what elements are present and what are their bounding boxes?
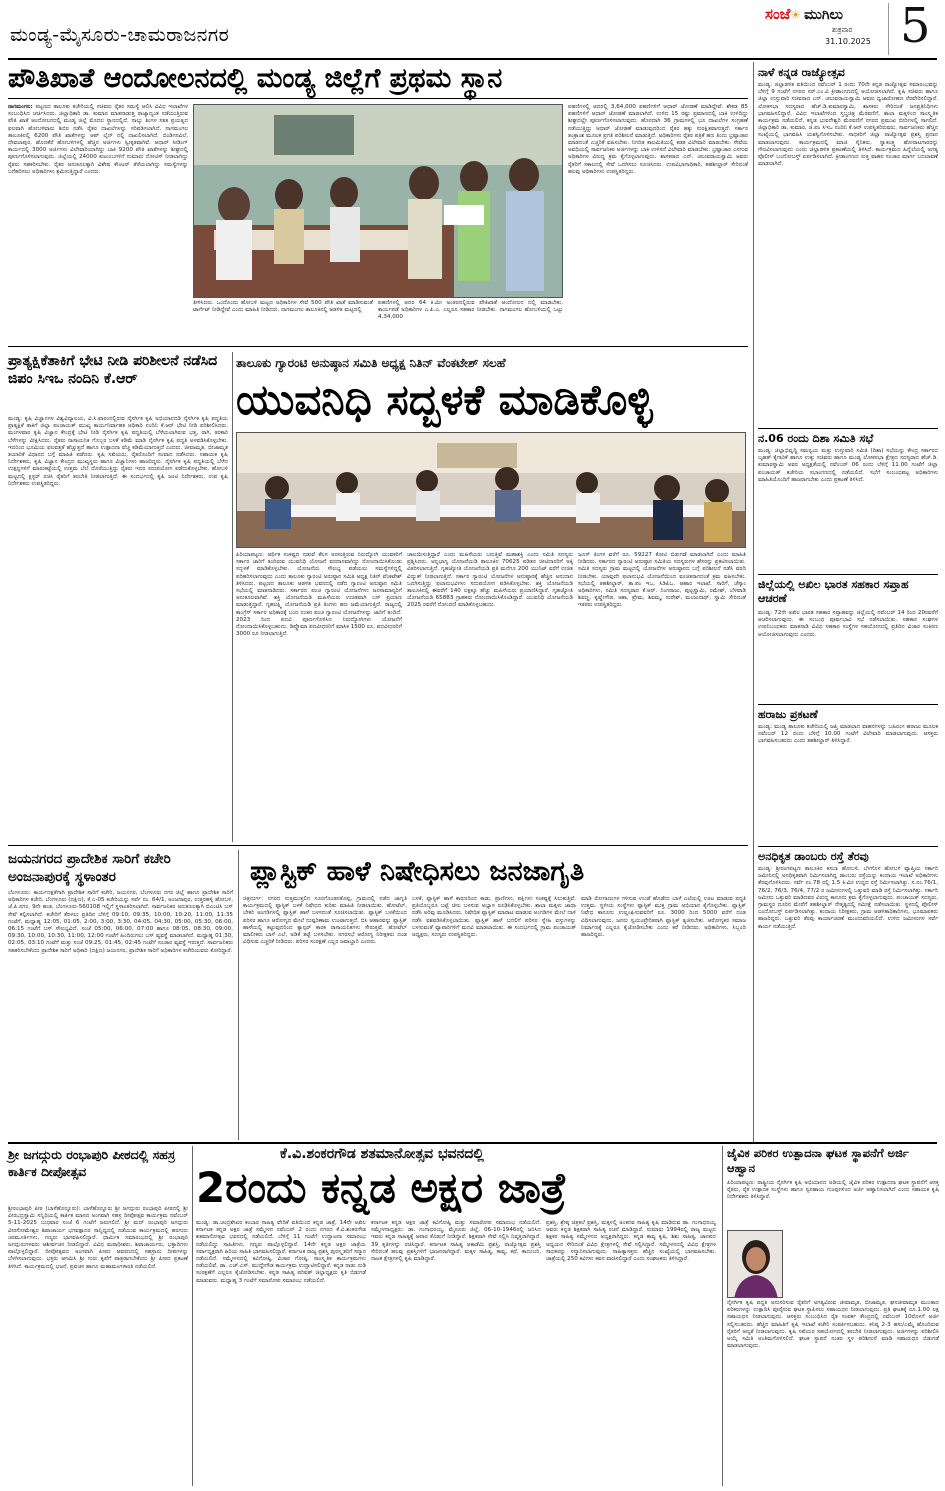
ceo-text: ಮಂಡ್ಯ: ಕೃಷಿ ವಿಜ್ಞಾನಗಳ ವಿಶ್ವವಿದ್ಯಾಲಯ, ವಿ.ಸಿ.ಫಾರಂನಲ್ಲಿರುವ ನೈಸರ್ಗಿಕ ಕೃಷಿ ಅಭಿಯಾನದಡಿ ನೈಸರ್ಗಿಕ ಕೃಷಿ ಪದ್ಧತಿಯ ಪ್ರಾತ್ಯಕ್ಷಿಕೆ ತಾಕಿಗೆ ಜಿಲ್ಲಾ ಪಂಚಾಯತ್ ಮುಖ್ಯ ಕಾರ್ಯನಿರ್ವಾಹಕ ಅಧಿಕಾರಿ ನಂದಿನಿ ಕೆ.ಆರ್ ಭೇಟಿ ನೀಡಿ ಪರಿಶೀಲಿಸಿದರು. ಮಂಗಳವಾರ ಕೃಷಿ ವಿಜ್ಞಾನ ಕೇಂದ್ರಕ್ಕೆ ಭೇಟಿ ನೀಡಿ ನೈಸರ್ಗಿಕ ಕೃಷಿ ಪದ್ಧತಿಯಲ್ಲಿ ಬೆಳೆಯಲಾಗಿರುವ ಭತ್ತ, ರಾಗಿ, ತರಕಾರಿ ಬೆಳೆಗಳನ್ನು ವೀಕ್ಷಿಸಿದರು. ರೈತರು ರಾಸಾಯನಿಕ ಗೊಬ್ಬರ ಬಳಕೆ ಕಡಿಮೆ ಮಾಡಿ ನೈಸರ್ಗಿಕ ಕೃಷಿ ಪದ್ಧತಿ ಅಳವಡಿಸಿಕೊಳ್ಳಬೇಕು. ಇದರಿಂದ ಭೂಮಿಯ ಫಲವತ್ತತೆ ಹೆಚ್ಚುತ್ತದೆ ಹಾಗೂ ಉತ್ಪಾದನಾ ವೆಚ್ಚ ಕಡಿಮೆಯಾಗುತ್ತದೆ ಎಂದರು. ಜೀವಾಮೃತ, ಬೀಜಾಮೃತ ತಯಾರಿಕೆ ವಿಧಾನದ ಬಗ್ಗೆ ಮಾಹಿತಿ ಪಡೆದರು. ಕೃಷಿ ಸಖಿಯರು, ರೈತರೊಂದಿಗೆ ಸಂವಾದ ನಡೆಸಿದರು. ಸಹಾಯಕ ಕೃಷಿ ನಿರ್ದೇಶಕರು, ಕೃಷಿ ವಿಜ್ಞಾನ ಕೇಂದ್ರದ ಮುಖ್ಯಸ್ಥರು ಹಾಗೂ ವಿಜ್ಞಾನಿಗಳು ಹಾಜರಿದ್ದರು. ನೈಸರ್ಗಿಕ ಕೃಷಿ ಪದ್ಧತಿಯಲ್ಲಿ ಬೆಳೆದ ಉತ್ಪನ್ನಗಳಿಗೆ ಮಾರುಕಟ್ಟೆಯಲ್ಲಿ ಉತ್ತಮ ಬೆಲೆ ದೊರೆಯುತ್ತಿದ್ದು ರೈತರು ಇದರ ಸದುಪಯೋಗ ಪಡೆದುಕೊಳ್ಳಬೇಕು. ಹೋಬಳಿ ಮಟ್ಟದಲ್ಲಿ ಕ್ಲಸ್ಟರ್ ರಚಿಸಿ ರೈತರಿಗೆ ತರಬೇತಿ ನೀಡಲಾಗುತ್ತಿದೆ. ಈ ಸಂದರ್ಭದಲ್ಲಿ ಕೃಷಿ ಜಂಟಿ ನಿರ್ದೇಶಕರು, ಉಪ ಕೃಷಿ ನಿರ್ದೇಶಕರು ಉಪಸ್ಥಿತರಿದ್ದರು. <box>8 416 228 487</box>
officer-portrait <box>727 1230 783 1298</box>
lead-dateline: ನಾಗಮಂಗಲ: <box>8 104 33 110</box>
conference-photo-image <box>237 433 746 548</box>
masthead <box>0 0 945 60</box>
logo-left: ಸಂಜೆ <box>765 5 791 23</box>
jayanagar-headline: ಜಯನಗರದ ಪ್ರಾದೇಶಿಕ ಸಾರಿಗೆ ಕಚೇರಿ ಅಂಜನಾಪುರಕ್ಕೆ ಸ್ಥಳಾಂತರ <box>8 851 171 885</box>
lead-headline: ಪೌತಿಖಾತೆ ಆಂದೋಲನದಲ್ಲಿ ಮಂಡ್ಯ ಜಿಲ್ಲೆಗೆ ಪ್ರಥಮ ಸ್ಥಾನ <box>8 63 503 94</box>
rule-r3 <box>758 704 938 705</box>
sun-icon: ☀ <box>790 8 802 22</box>
lead-bottom-rule <box>8 346 748 347</box>
jaivika-headline: ಜೈವಿಕ ಪರಿಕರ ಉತ್ಪಾದನಾ ಘಟಕ ಸ್ಥಾಪನೆಗೆ ಅರ್ಜಿ ಆಹ್ವಾನ <box>727 1146 909 1175</box>
haraju-text: ಮಂಡ್ಯ: ಮಂಡ್ಯ ತಾಲೂಕು ಕಚೇರಿಯಲ್ಲಿ ಜಪ್ತಿ ಮಾಡಲಾದ ವಾಹನಗಳನ್ನು ಬಹಿರಂಗ ಹರಾಜು ಮೂಲಕ ನವೆಂಬರ್ 12 ರಂದು ಬೆಳಿಗ್ಗೆ 10.00 ಗಂಟೆಗೆ ವಿಲೇವಾರಿ ಮಾಡಲಾಗುವುದು. ಆಸಕ್ತರು ಭಾಗವಹಿಸಬಹುದು ಎಂದು ತಹಶೀಲ್ದಾರ್ ತಿಳಿಸಿದ್ದಾರೆ. <box>758 724 938 745</box>
lead-text-col1 <box>8 104 188 344</box>
ceo-divider <box>232 352 233 842</box>
ceo-headline: ಪ್ರಾತ್ಯಕ್ಷಿಕೆತಾಕಿಗೆ ಭೇಟಿ ನೀಡಿ ಪರಿಶೀಲನೆ ನಡೆಸಿದ ಜಿಪಂ ಸಿಇಒ ನಂದಿನಿ ಕೆ.ಆರ್ <box>8 353 218 387</box>
kannada-divider <box>722 1146 723 1486</box>
haraju-headline: ಹರಾಜು ಪ್ರಕಟಣೆ <box>758 708 818 721</box>
plastic-headline: ಪ್ಲಾಸ್ಟಿಕ್ ಹಾಳೆ ನಿಷೇಧಿಸಲು ಜನಜಾಗೃತಿ <box>250 856 585 887</box>
kannada-text-col2: ಕರ್ನಾಟಕ ಕನ್ನಡ ಅಕ್ಷರ ಜಾತ್ರೆ ಕವಿಗೋಷ್ಠಿ ಮತ್ತು ಸಮಾರೋಪ ಸಮಾರಂಭ ನಡೆಯಲಿದೆ. ಸಮ್ಮೇಳನಾಧ್ಯಕ್ಷರು: ಡಾ. ಗಂಗಾಧರಯ್ಯ, ಮೈಸೂರು ಜಿಲ್ಲೆ, 06-10-1946ರಲ್ಲಿ ಜನಿಸಿದ ಇವರು ಕನ್ನಡ ಸಾಹಿತ್ಯಕ್ಕೆ ಅಪಾರ ಕೊಡುಗೆ ನೀಡಿದ್ದಾರೆ. ಶಿಕ್ಷಕರಾಗಿ ಸೇವೆ ಸಲ್ಲಿಸಿ ನಿವೃತ್ತರಾಗಿದ್ದಾರೆ. 39 ಕೃತಿಗಳನ್ನು ರಚಿಸಿದ್ದಾರೆ. ಕರ್ನಾಟಕ ಸಾಹಿತ್ಯ ಅಕಾಡೆಮಿ ಪ್ರಶಸ್ತಿ, ರಾಜ್ಯೋತ್ಸವ ಪ್ರಶಸ್ತಿ ಸೇರಿದಂತೆ ಹಲವು ಪ್ರಶಸ್ತಿಗಳಿಗೆ ಭಾಜನರಾಗಿದ್ದಾರೆ. ಮಕ್ಕಳ ಸಾಹಿತ್ಯ, ಕಾವ್ಯ, ಕಥೆ, ಕಾದಂಬರಿ, ನಾಟಕ ಕ್ಷೇತ್ರಗಳಲ್ಲಿ ಕೃಷಿ ಮಾಡಿದ್ದಾರೆ. <box>371 1220 541 1263</box>
plastic-text-col1: ಚಿತ್ರದುರ್ಗ: ನಗರದ ಸುತ್ತಮುತ್ತಲಿನ ಸೂರಗೊಂಡನಕೊಪ್ಪ, ಗ್ರಾಮದಲ್ಲಿ ನಡೆದ ಜಾಗೃತಿ ಕಾರ್ಯಕ್ರಮದಲ್ಲಿ ಪ್ಲಾಸ್ಟಿಕ್ ಬಳಕೆ ನಿಷೇಧದ ಕುರಿತು ಮಾಹಿತಿ ನೀಡಲಾಯಿತು. ಹೋಟೆಲ್, ಬೇಕರಿ ಅಂಗಡಿಗಳಲ್ಲಿ ಪ್ಲಾಸ್ಟಿಕ್ ಹಾಳೆ ಬಳಸದಂತೆ ಸೂಚಿಸಲಾಯಿತು. ಪ್ಲಾಸ್ಟಿಕ್ ಬಳಕೆಯಿಂದ ಪರಿಸರ ಹಾಗೂ ಆರೋಗ್ಯದ ಮೇಲೆ ದುಷ್ಪರಿಣಾಮ ಉಂಟಾಗುತ್ತದೆ. ಬಿಸಿ ಆಹಾರವನ್ನು ಪ್ಲಾಸ್ಟಿಕ್ ಹಾಳೆಯಲ್ಲಿ ಕಟ್ಟುವುದರಿಂದ ಕ್ಯಾನ್ಸರ್ ಕಾರಕ ರಾಸಾಯನಿಕಗಳು ಸೇರುತ್ತವೆ. ಹೋಟೆಲ್ ಮಾಲೀಕರು ಬಾಳೆ ಎಲೆ, ಅಡಿಕೆ ತಟ್ಟೆ ಬಳಸಬೇಕು. ನಗರಸಭೆ ಆರೋಗ್ಯ ನಿರೀಕ್ಷಕರು ದಂಡ ವಿಧಿಸುವ ಎಚ್ಚರಿಕೆ ನೀಡಿದರು. ಪರಿಸರ ಸಂರಕ್ಷಣೆ ಎಲ್ಲರ ಜವಾಬ್ದಾರಿ ಎಂದರು. <box>243 896 407 946</box>
plastic-text-col3: ಮಾಡಿ ರೋಗಾಣುಗಳ ಗಳಿಸುವ ಉಂಡೆ ಹೊಡೆದು ಬಾಳೆ ಎಲೆಯಲ್ಲಿ ಊಟ ಮಾಡುವ ಪದ್ಧತಿ ಉತ್ತಮ. ಸ್ಥಳೀಯ ಸಂಸ್ಥೆಗಳು ಪ್ಲಾಸ್ಟಿಕ್ ಮುಕ್ತ ಗ್ರಾಮ ಅಭಿಯಾನ ಕೈಗೊಳ್ಳಬೇಕು. ಪ್ಲಾಸ್ಟಿಕ್ ನಿಷೇಧ ಕಾನೂನು ಉಲ್ಲಂಘಿಸುವವರಿಗೆ ರೂ. 3000 ರಿಂದ 5000 ವರೆಗೆ ದಂಡ ವಿಧಿಸಲಾಗುವುದು. ಜನರು ಸ್ವಯಂಪ್ರೇರಿತರಾಗಿ ಪ್ಲಾಸ್ಟಿಕ್ ತ್ಯಜಿಸಬೇಕು. ಆರೋಗ್ಯಕರ ಸಮಾಜ ನಿರ್ಮಾಣಕ್ಕೆ ಎಲ್ಲರೂ ಕೈಜೋಡಿಸಬೇಕು ಎಂದು ಕರೆ ನೀಡಿದರು. ಅಧಿಕಾರಿಗಳು, ಸಿಬ್ಬಂದಿ ಹಾಜರಿದ್ದರು. <box>581 896 746 939</box>
yuva-text-col3: ಜೂನ್ ತಿಂಗಳ ವರೆಗೆ ರೂ. 59227 ಕೋಟಿ ಬಿಡುಗಡೆ ಮಾಡಲಾಗಿದೆ ಎಂದು ಮಾಹಿತಿ ನೀಡಿದರು. ಸರ್ಕಾರದ ಗ್ಯಾರಂಟಿ ಅನುಷ್ಠಾನ ಸಮಿತಿಯ ಸದಸ್ಯರುಗಳ ಹೆಸರನ್ನು ಪ್ರಕಟಿಸಲಾಯಿತು. ಸಮಿತಿ ಸದಸ್ಯರು ಗ್ರಾಮ ಮಟ್ಟದಲ್ಲಿ ಯೋಜನೆಗಳ ಅನುಷ್ಠಾನದ ಬಗ್ಗೆ ಪರಿಶೀಲನೆ ನಡೆಸಿ ವರದಿ ನೀಡಬೇಕು. ಯಾವುದೇ ಫಲಾನುಭವಿ ಯೋಜನೆಯಿಂದ ವಂಚಿತರಾಗದಂತೆ ಕ್ರಮ ವಹಿಸಬೇಕು. ಸಭೆಯಲ್ಲಿ ತಹಶೀಲ್ದಾರ್, ತಾ.ಪಂ ಇಒ, ಸಿಡಿಪಿಒ, ಆಹಾರ ಇಲಾಖೆ, ಸಾರಿಗೆ, ಚೆಸ್ಕಾಂ ಅಧಿಕಾರಿಗಳು, ಸಮಿತಿ ಸದಸ್ಯರಾದ ಕೆ.ಆರ್. ನಿಂಗರಾಜು, ಪುಟ್ಟಸ್ವಾಮಿ, ರಮೇಶ್, ಬೆಳವಾಡಿ ಶಿವಣ್ಣ, ಕೃಷ್ಣೇಗೌಡ, ಆಶಾ, ಪ್ರೇಮ, ಶಿವಮ್ಮ, ಸುರೇಶ್, ಮಂಜುನಾಥ್, ಸ್ವಾಮಿ ಸೇರಿದಂತೆ ಇತರರು ಉಪಸ್ಥಿತರಿದ್ದರು. <box>578 552 746 609</box>
rule-r2 <box>758 574 938 575</box>
issue-day: ಶುಕ್ರವಾರ <box>832 26 853 34</box>
right-col-divider <box>753 62 754 1142</box>
yuva-headline: ಯುವನಿಧಿ ಸದ್ಬಳಕೆ ಮಾಡಿಕೊಳ್ಳಿ <box>236 375 653 424</box>
lead-photo <box>193 104 563 298</box>
plastic-text-col2: ಬಳಕೆ, ಪ್ಲಾಸ್ಟಿಕ್ ಹಾಳೆ ಕಾರಣದಿಂದ ಕಾಡು, ಪ್ರಾಣಿಗಳು, ಪಕ್ಷಿಗಳು ಸಂಕಷ್ಟಕ್ಕೆ ಸಿಲುಕುತ್ತಿವೆ. ಪ್ರತಿಯೊಬ್ಬರೂ ಬಟ್ಟೆ ಚೀಲ ಬಳಸುವ ಅಭ್ಯಾಸ ರೂಢಿಸಿಕೊಳ್ಳಬೇಕು. ಶಾಲಾ ಮಕ್ಕಳು ಜಾಥಾ ನಡೆಸಿ ಅರಿವು ಮೂಡಿಸಿದರು. ನಿಷೇಧಿತ ಪ್ಲಾಸ್ಟಿಕ್ ಮಾರಾಟ ಮಾಡುವ ಅಂಗಡಿಗಳ ಮೇಲೆ ದಾಳಿ ನಡೆಸಿ ವಶಪಡಿಸಿಕೊಳ್ಳಲಾಯಿತು. ಪ್ಲಾಸ್ಟಿಕ್ ಹಾಳೆ ಬದಲಿಗೆ ಪರಿಸರ ಸ್ನೇಹಿ ವಸ್ತುಗಳನ್ನು ಬಳಸುವಂತೆ ವ್ಯಾಪಾರಿಗಳಿಗೆ ಮನವಿ ಮಾಡಲಾಯಿತು. ಈ ಸಂದರ್ಭದಲ್ಲಿ ಗ್ರಾಮ ಪಂಚಾಯತ್ ಅಧ್ಯಕ್ಷರು, ಸದಸ್ಯರು ಉಪಸ್ಥಿತರಿದ್ದರು. <box>412 896 576 939</box>
kannada-headline: 2ರಂದು ಕನ್ನಡ ಅಕ್ಷರ ಜಾತ್ರೆ <box>196 1163 567 1212</box>
yuva-text-col2: ಚಾಲಯಿಸುತ್ತಿದ್ದಾರೆ ಎಂದು ಮಹಿಳೆಯರು ಬರುತ್ತಿವೆ ಮಹಾಶಕ್ತಿ ಎಂದು ಸಮಿತಿ ಸದಸ್ಯರು ಪ್ರಶ್ನಿಸಿದರು. ಅನ್ನಭಾಗ್ಯ ಯೋಜನೆಯಡಿ ತಾಲೂಕಿನ 70625 ಪಡಿತರ ಚೀಟಿದಾರರಿಗೆ ಅಕ್ಕಿ ವಿತರಿಸಲಾಗುತ್ತಿದೆ. ಗೃಹಜ್ಯೋತಿ ಯೋಜನೆಯಡಿ ಪ್ರತಿ ಮನೆಗೂ 200 ಯುನಿಟ್ ವರೆಗೆ ಉಚಿತ ವಿದ್ಯುತ್ ನೀಡಲಾಗುತ್ತಿದೆ. ಸರ್ಕಾರ ಗ್ಯಾರಂಟಿ ಯೋಜನೆಗಳ ಅನುಷ್ಠಾನಕ್ಕೆ ಹೆಚ್ಚಿನ ಅನುದಾನ ಒದಗಿಸುತ್ತಿದ್ದು ಫಲಾನುಭವಿಗಳು ಸದುಪಯೋಗ ಪಡಿಸಿಕೊಳ್ಳಬೇಕು. ಶಕ್ತಿ ಯೋಜನೆಯಡಿ ತಾಲೂಕಿನಲ್ಲಿ ಈವರೆಗೆ 140 ಲಕ್ಷಕ್ಕೂ ಹೆಚ್ಚು ಮಹಿಳೆಯರು ಪ್ರಯಾಣಿಸಿದ್ದಾರೆ. ಗೃಹಜ್ಯೋತಿ ಯೋಜನೆಯಡಿ 65883 ಗ್ರಾಹಕರು ನೋಂದಾಯಿಸಿಕೊಂಡಿದ್ದಾರೆ. ಯುವನಿಧಿ ಯೋಜನೆಯಡಿ 2025 ರವರೆಗೆ ನೋಂದಣಿ ಮಾಡಿಕೊಳ್ಳಬಹುದು. <box>407 552 573 609</box>
kannada-text-col3: ಪ್ರಶಸ್ತಿ, ಶ್ರೇಷ್ಠ ಚಿತ್ರಕಲೆ ಪ್ರಶಸ್ತಿ, ಮಕ್ಕಳಲ್ಲಿ ಅಂಕನವ ಸಾಹಿತ್ಯ ಕೃಷಿ ಮಾಡಿರುವ ಡಾ. ಗಂಗಾಧರಯ್ಯ ಅವರು ಕನ್ನಡ ಶಿಕ್ಷಕರಾಗಿ ಸಾಹಿತ್ಯ ರಚನೆ ಮಾಡಿದ್ದಾರೆ. ಸುಮಾರು 1994ರಲ್ಲಿ ರಾಜ್ಯ ಮಟ್ಟದ ಶಿಕ್ಷಕರ ಸಾಹಿತ್ಯ ಸಮ್ಮೇಳನದ ಅಧ್ಯಕ್ಷರಾಗಿದ್ದರು. ಕನ್ನಡ ಕಾವ್ಯ ಕೃಷಿ, ಶಿಶು ಸಾಹಿತ್ಯ, ಜಾನಪದ ಅಧ್ಯಯನ ಸೇರಿದಂತೆ ವಿವಿಧ ಕ್ಷೇತ್ರಗಳಲ್ಲಿ ಸೇವೆ ಸಲ್ಲಿಸಿದ್ದಾರೆ. ಸಮ್ಮೇಳನದಲ್ಲಿ ವಿವಿಧ ಕ್ಷೇತ್ರಗಳ ಸಾಧಕರನ್ನು ಸನ್ಮಾನಿಸಲಾಗುವುದು. ಸಾಹಿತ್ಯಾಸಕ್ತರು ಹೆಚ್ಚಿನ ಸಂಖ್ಯೆಯಲ್ಲಿ ಭಾಗವಹಿಸಬೇಕು. ಜಾತ್ರೆಯಲ್ಲಿ 250 ಕವಿಗಳು ಕವನ ವಾಚಿಸಲಿದ್ದಾರೆ ಎಂದು ಸಂಘಟಕರು ತಿಳಿಸಿದ್ದಾರೆ. <box>546 1220 716 1263</box>
sahakara-headline: ಜಿಲ್ಲೆಯಲ್ಲಿ ಅಖಿಲ ಭಾರತ ಸಹಕಾರ ಸಪ್ತಾಹ ಆಚರಣೆ <box>758 578 909 605</box>
portrait-image <box>728 1231 783 1298</box>
masthead-divider <box>888 3 889 55</box>
road-headline: ಅನಧಿಕೃತ ಡಾಂಬರು ರಸ್ತೆ ತೆರವು <box>758 850 869 863</box>
jaivika-text-b: ನೈಸರ್ಗಿಕ ಕೃಷಿ ಪದ್ಧತಿ ಅನುಸರಿಸುವ ರೈತರಿಗೆ ಅಗತ್ಯವಿರುವ ಜೀವಾಮೃತ, ಬೀಜಾಮೃತ, ಘನಜೀವಾಮೃತ ಮುಂತಾದ ಪರಿಕರಗಳನ್ನು ಉತ್ಪಾದಿಸಿ ಪೂರೈಸುವ ಘಟಕ ಸ್ಥಾಪಿಸಲು ಸಹಾಯಧನ ನೀಡಲಾಗುವುದು. ಪ್ರತಿ ಘಟಕಕ್ಕೆ ರೂ.1.00 ಲಕ್ಷ ಸಹಾಯಧನ ನೀಡಲಾಗುವುದು. ಆಸಕ್ತರು ಸಂಬಂಧಿಸಿದ ರೈತ ಸಂಪರ್ಕ ಕೇಂದ್ರದಲ್ಲಿ ನವೆಂಬರ್ 10ರೊಳಗೆ ಅರ್ಜಿ ಸಲ್ಲಿಸಬಹುದು. ಹೆಚ್ಚಿನ ಮಾಹಿತಿಗೆ ಕೃಷಿ ಇಲಾಖೆ ಕಚೇರಿ ಸಂಪರ್ಕಿಸಬಹುದು. ಕನಿಷ್ಠ 2-3 ಹಸು/ಎಮ್ಮೆ ಹೊಂದಿರುವ ರೈತರಿಗೆ ಆದ್ಯತೆ ನೀಡಲಾಗುವುದು. ಕೃಷಿ ಸಖಿಯರ ಸಹಯೋಗದಲ್ಲಿ ತರಬೇತಿ ನೀಡಲಾಗುವುದು. ಅರ್ಜಿಗಳನ್ನು ಪರಿಶೀಲಿಸಿ ಆಯ್ಕೆ ಸಮಿತಿ ಅಂತಿಮಗೊಳಿಸಲಿದೆ. ಘಟಕ ಸ್ಥಾಪನೆ ನಂತರ ಸ್ಥಳ ಪರಿಶೀಲನೆ ಮಾಡಿ ಸಹಾಯಧನ ಬಿಡುಗಡೆ ಮಾಡಲಾಗುವುದು. <box>727 1300 939 1350</box>
yuva-kicker: ತಾಲೂಕು ಗ್ಯಾರಂಟಿ ಅನುಷ್ಠಾನ ಸಮಿತಿ ಅಧ್ಯಕ್ಷ ನಿತಿನ್ ವೆಂಕಟೇಶ್ ಸಲಹೆ <box>236 356 506 370</box>
mid-rule <box>8 845 748 846</box>
page-number: 5 <box>900 0 931 54</box>
meeting-photo-image <box>194 105 563 298</box>
region-title: ಮಂಡ್ಯ-ಮೈಸೂರು-ಚಾಮರಾಜನಗರ <box>10 24 230 46</box>
jayanagar-text: ಬೆಂಗಳೂರು: ಕಾರ್ಯದಕ್ಷತೆಗಾಗಿ ಪ್ರಾದೇಶಿಕ ಸಾರಿಗೆ ಕಚೇರಿ, ಜಯನಗರ, ಬೆಂಗಳೂರು ನಗರ ಜಿಲ್ಲೆ ಹಾಗೂ ಪ್ರಾದೇಶಿಕ ಸಾರಿಗೆ ಅಧಿಕಾರಿಗಳ ಕಚೇರಿ, ಬೆಂಗಳೂರು (ದಕ್ಷಿಣ), ಕೆ.ಎ-05 ಕಚೇರಿಯನ್ನು ಸರ್ವೆ ನಂ. 64/1, ಅಂಜನಾಪುರ, ಉತ್ತರಹಳ್ಳಿ ಹೋಬಳಿ, ಜೆ.ಪಿ.ನಗರ, 9ನೇ ಹಂತ, ಬೆಂಗಳೂರು-560108 ಇಲ್ಲಿಗೆ ಸ್ಥಳಾಂತರಿಸಲಾಗಿದೆ. ಸಾರ್ವಜನಿಕರ ಅನುಕೂಲಕ್ಕಾಗಿ ಬಿಎಂಟಿಸಿ ಬಸ್ ಸೇವೆ ಕಲ್ಪಿಸಲಾಗಿದೆ. ಕಚೇರಿಗೆ ತೆರಳಲು ಪ್ರತಿದಿನ ಬೆಳಿಗ್ಗೆ 09:10, 09:35, 10:00, 10:20, 11:00, 11:35 ಗಂಟೆಗೆ, ಮಧ್ಯಾಹ್ನ 12:05, 01:05, 2:00, 3:00, 3:30, 04:05, 04:30, 05:00, 05:30, 06:00, 06:15 ಗಂಟೆಗೆ ಬಸ್ ಸೌಲಭ್ಯವಿದೆ. ಸಂಜೆ 05:00, 06:00, 07:00 ಹಾಗೂ 08:05, 08:30, 09:00, 09:30, 10:00, 10:30, 11:00, 12:00 ಗಂಟೆಗೆ ಹಿಂದಿರುಗಲು ಬಸ್ ವ್ಯವಸ್ಥೆ ಮಾಡಲಾಗಿದೆ. ಮಧ್ಯಾಹ್ನ 01:30, 02:05, 03:10 ಗಂಟೆಗೆ ಮತ್ತು ಸಂಜೆ 09:25, 01:45, 02:45 ಗಂಟೆಗೆ ಸಂಚಾರ ವ್ಯವಸ್ಥೆ ಇರುತ್ತದೆ. ಸಾರ್ವಜನಿಕರು ಸಹಕರಿಸಬೇಕೆಂದು ಪ್ರಾದೇಶಿಕ ಸಾರಿಗೆ ಅಧಿಕಾರಿ (ದಕ್ಷಿಣ) ಜಯನಗರ, ಪ್ರಾದೇಶಿಕ ಸಾರಿಗೆ ಅಧಿಕಾರಿಗಳ ಕಚೇರಿಯವರು ಕೋರಿದ್ದಾರೆ. <box>8 890 233 954</box>
lead-text-col2: ಪಹಣಿಗಳಲ್ಲಿ ಆದರಲ್ಲಿ 3,64,000 ಪಹಣಿಗಳಿಗೆ ಆಧಾರ್ ಜೋಡಣೆ ಮಾಡಿದ್ದೇವೆ. ಶೇಕಡ 85 ಪಹಣಿಗಳಿಗೆ ಆಧಾರ್ ಜೋಡಣೆ ಮಾಡಲಾಗಿದೆ. ಉಳಿದ 15 ರಷ್ಟು ಪ್ರಮಾಣದಲ್ಲಿ ಬಾಕಿ ಉಳಿದಿದ್ದು ಶೀಘ್ರದಲ್ಲೇ ಪೂರ್ಣಗೊಳಿಸಲಾಗುವುದು. ಹೊಸದಾಗಿ 36 ಗ್ರಾಮಗಳಲ್ಲಿ ಭೂ ದಾಖಲೆಗಳ ಸಂಗ್ರಹಣೆ ನಡೆಯುತ್ತಿದ್ದು ಆಧಾರ್ ಜೋಡಣೆ ಮಾಡುವುದರಿಂದ ರೈತರ ಹಕ್ಕು ಸುರಕ್ಷಿತವಾಗುತ್ತದೆ. ಸರ್ಕಾರ ತಂತ್ರಾಂಶ ಮೂಲಕ ಪ್ರಗತಿ ಪರಿಶೀಲನೆ ಮಾಡುತ್ತಿದೆ. ಅಧಿಕಾರಿಗಳು ರೈತರ ಪತ್ರಿಕೆ ಹಣ ತಿಂದು ಭ್ರಷ್ಟಾಚಾರ ಮಾಡದಂತೆ ಎಚ್ಚರಿಕೆ ವಹಿಸಬೇಕು. ನಿಗದಿತ ಕಾಲಮಿತಿಯಲ್ಲಿ ಕಡತ ವಿಲೇವಾರಿ ಮಾಡಬೇಕು. ಸೇವೆಯ ಅವಧಿಯಲ್ಲಿ ಸಾರ್ವಜನಿಕರ ಅರ್ಜಿಗಳನ್ನು ಬಾಕಿ ಉಳಿಸದೆ ವಿಲೇವಾರಿ ಮಾಡಬೇಕು. ಭ್ರಷ್ಟಾಚಾರ ಎಸಗುವ ಅಧಿಕಾರಿಗಳ ವಿರುದ್ಧ ಕ್ರಮ ಕೈಗೊಳ್ಳಲಾಗುವುದು. ಶಾಸಕರಾದ ಎನ್. ಚಲುವರಾಯಸ್ವಾಮಿ ಅವರು ರೈತರಿಗೆ ಸಕಾಲದಲ್ಲಿ ಸೇವೆ ಒದಗಿಸಲು ಸೂಚಿಸಿದರು. ಉಪವಿಭಾಗಾಧಿಕಾರಿ, ತಹಶೀಲ್ದಾರ್ ಸೇರಿದಂತೆ ಹಲವು ಅಧಿಕಾರಿಗಳು ಉಪಸ್ಥಿತರಿದ್ದರು. <box>568 104 748 175</box>
rule-r1 <box>758 428 938 429</box>
logo-right: ಮುಗಿಲು <box>804 7 844 23</box>
jagadguru-divider <box>192 1146 193 1486</box>
brand-logo <box>765 4 895 24</box>
issue-date: 31.10.2025 <box>825 37 871 46</box>
rajyotsava-text: ಮಂಡ್ಯ: ಜಿಲ್ಲಾಡಳಿತ ವತಿಯಿಂದ ನವೆಂಬರ್ 1 ರಂದು 70ನೇ ಕನ್ನಡ ರಾಜ್ಯೋತ್ಸವ ಸಮಾರಂಭವನ್ನು ಬೆಳಿಗ್ಗೆ 9 ಗಂಟೆಗೆ ನಗರದ ಸರ್.ಎಂ.ವಿ ಕ್ರೀಡಾಂಗಣದಲ್ಲಿ ಆಯೋಜಿಸಲಾಗಿದೆ. ಕೃಷಿ ಸಚಿವರು ಹಾಗೂ ಜಿಲ್ಲಾ ಉಸ್ತುವಾರಿ ಸಚಿವರಾದ ಎನ್. ಚಲುವರಾಯಸ್ವಾಮಿ ಅವರು ಧ್ವಜಾರೋಹಣ ನೆರವೇರಿಸಲಿದ್ದಾರೆ. ಲೋಕಸಭಾ ಸದಸ್ಯರಾದ ಹೆಚ್.ಡಿ.ಕುಮಾರಸ್ವಾಮಿ, ಶಾಸಕರು ಸೇರಿದಂತೆ ಜನಪ್ರತಿನಿಧಿಗಳು ಭಾಗವಹಿಸಲಿದ್ದಾರೆ. ವಿವಿಧ ಇಲಾಖೆಗಳಿಂದ ಸ್ತಬ್ಧಚಿತ್ರ ಮೆರವಣಿಗೆ, ಶಾಲಾ ಮಕ್ಕಳಿಂದ ಸಾಂಸ್ಕೃತಿಕ ಕಾರ್ಯಕ್ರಮ ನಡೆಯಲಿದೆ. ಕನ್ನಡ ಭುವನೇಶ್ವರಿ ಮೆರವಣಿಗೆ ನಗರದ ಪ್ರಮುಖ ಬೀದಿಗಳಲ್ಲಿ ಸಾಗಲಿದೆ. ಜಿಲ್ಲಾಧಿಕಾರಿ ಡಾ. ಕುಮಾರ, ಜಿ.ಪಂ ಸಿಇಒ ನಂದಿನಿ ಕೆ.ಆರ್ ಉಪಸ್ಥಿತರಿರುವರು. ಸಾರ್ವಜನಿಕರು ಹೆಚ್ಚಿನ ಸಂಖ್ಯೆಯಲ್ಲಿ ಭಾಗವಹಿಸಿ ಯಶಸ್ವಿಗೊಳಿಸಬೇಕು. ಸಾಧಕರಿಗೆ ಜಿಲ್ಲಾ ರಾಜ್ಯೋತ್ಸವ ಪ್ರಶಸ್ತಿ ಪ್ರದಾನ ಮಾಡಲಾಗುವುದು. ಕಾರ್ಯಕ್ರಮದಲ್ಲಿ ಮಾಜಿ ಸೈನಿಕರು, ಸ್ವಾತಂತ್ರ್ಯ ಹೋರಾಟಗಾರರನ್ನು ಗೌರವಿಸಲಾಗುವುದು ಎಂದು ಜಿಲ್ಲಾಡಳಿತ ಪ್ರಕಟಣೆಯಲ್ಲಿ ತಿಳಿಸಿದೆ. ಕಾರ್ಯಕ್ರಮದ ಹಿನ್ನೆಲೆಯಲ್ಲಿ ಅಗತ್ಯ ಪೊಲೀಸ್ ಬಂದೋಬಸ್ತ್ ಏರ್ಪಡಿಸಲಾಗಿದೆ. ಕ್ರೀಡಾಂಗಣದ ಸುತ್ತ ವಾಹನ ಸಂಚಾರ ಮಾರ್ಗ ಬದಲಾವಣೆ ಮಾಡಲಾಗಿದೆ. <box>758 82 938 168</box>
disha-text: ಮಂಡ್ಯ: ಜಿಲ್ಲಾಭಿವೃದ್ಧಿ ಸಮನ್ವಯ ಮತ್ತು ಉಸ್ತುವಾರಿ ಸಮಿತಿ (ದಿಶಾ) ಸಭೆಯನ್ನು ಕೇಂದ್ರ ಸರ್ಕಾರದ ಬೃಹತ್ ಕೈಗಾರಿಕೆ ಹಾಗೂ ಉಕ್ಕು ಸಚಿವರು ಹಾಗೂ ಮಂಡ್ಯ ಲೋಕಸಭಾ ಕ್ಷೇತ್ರದ ಸದಸ್ಯರಾದ ಹೆಚ್.ಡಿ. ಕುಮಾರಸ್ವಾಮಿ ಅವರ ಅಧ್ಯಕ್ಷತೆಯಲ್ಲಿ ನವೆಂಬರ್ 06 ರಂದು ಬೆಳಿಗ್ಗೆ 11.00 ಗಂಟೆಗೆ ಜಿಲ್ಲಾ ಪಂಚಾಯತ್ ಕಚೇರಿಯ ಸಭಾಂಗಣದಲ್ಲಿ ನಡೆಯಲಿದೆ. ಸಭೆಗೆ ಸಂಬಂಧಪಟ್ಟ ಅಧಿಕಾರಿಗಳು ಮಾಹಿತಿಯೊಂದಿಗೆ ಹಾಜರಾಗಬೇಕು ಎಂದು ಪ್ರಕಟಣೆ ತಿಳಿಸಿದೆ. <box>758 448 938 483</box>
lead-rule <box>8 98 748 99</box>
lead-body-1: ಪಟ್ಟಣದ ತಾಲೂಕು ಕಚೇರಿಯಲ್ಲಿ ಸಚಿವರು ರೈತರ ಸಮಸ್ಯೆ ಆಲಿಸಿ ವಿವಿಧ ಇಲಾಖೆಗಳ ಸಂಬಂಧಿಸಿದ ಚರ್ಚಿಸಿದರು. ಜಿಲ್ಲಾಧಿಕಾರಿ ಡಾ. ಕುಮಾರ ಮಾತನಾಡುತ್ತ ರಾಜ್ಯಾದ್ಯಂತ ನಡೆಯುತ್ತಿರುವ ಪೌತಿ ಖಾತೆ ಆಂದೋಲನದಲ್ಲಿ ಮಂಡ್ಯ ಜಿಲ್ಲೆ ಮೊದಲ ಸ್ಥಾನದಲ್ಲಿದೆ. ನಾಲ್ಕು ತಿಂಗಳ ಸತತ ಪ್ರಯತ್ನದ ಫಲವಾಗಿ ಹೋಬಳಿವಾರು ಶಿಬಿರ ನಡೆಸಿ ರೈತರ ದಾಖಲೆಗಳನ್ನು ಸರಿಪಡಿಸಲಾಗಿದೆ. ನಾಗಮಂಗಲ ತಾಲೂಕಿನಲ್ಲಿ 6200 ಪೌತಿ ಖಾತೆಗಳನ್ನು ಆಪ್ ಲೈನ್ ನಲ್ಲಿ ದಾಖಲಿಸಲಾಗಿದೆ. ಬಿಂಡಿಗನವಿಲೆ, ದೇವಲಾಪುರ, ಹೊಣಕೆರೆ ಹೋಬಳಿಗಳಲ್ಲಿ ಹೆಚ್ಚಿನ ಅರ್ಜಿಗಳು ಸ್ವೀಕೃತವಾಗಿವೆ. ಆಧಾರ್ ಸೀಡಿಂಗ್ ಕಾರ್ಯದಲ್ಲಿ 3000 ಅರ್ಜಿಗಳು ವಿಲೇವಾರಿಯಾಗಿದ್ದು ಬಾಕಿ 9200 ಪೌತಿ ಖಾತೆಗಳನ್ನು ಶೀಘ್ರದಲ್ಲಿ ಪೂರ್ಣಗೊಳಿಸಲಾಗುವುದು. ಜಿಲ್ಲೆಯಲ್ಲಿ 24000 ಕುಟುಂಬಗಳಿಗೆ ಸುಮಾರು ನೋಟಿಸ್ ನೀಡಲಾಗಿದ್ದು ರೈತರು ಸಹಕರಿಸಬೇಕು. ರೈತರ ಅನುಕೂಲಕ್ಕಾಗಿ ವಿಶೇಷ ಕೌಂಟರ್ ತೆರೆಯಲಾಗಿದ್ದು ಸಮಸ್ಯೆಗಳನ್ನು ಬಗೆಹರಿಸಲು ಅಧಿಕಾರಿಗಳು ಶ್ರಮಿಸುತ್ತಿದ್ದಾರೆ ಎಂದರು. <box>8 104 188 175</box>
lead-caption-2: ಪಹಣಿಗಳಲ್ಲಿ ಆದರ 64 ಕಿ.ಮೀ ಅಂತರದಲ್ಲಿರುವ ಪೌತಿಖಾತೆ ಆಂದೋಲನ ದಲ್ಲಿ ಮಾಡಬೇಕು, ಕಾರ್ಯಪಡೆ ಅಧಿಕಾರಿಗಳ ಎ.ಪಿ.ಎ. ಎಲ್ಲರೂ ಸಹಕಾರ ನೀಡಬೇಕು. ನಾಗಮಂಗಲ ಹೋಬಳಿಯಲ್ಲಿ ಒಟ್ಟು 4,34,000 <box>378 300 563 320</box>
disha-headline: ನ.06 ರಂದು ದಿಶಾ ಸಮಿತಿ ಸಭೆ <box>758 432 874 445</box>
lower-rule <box>8 1142 937 1144</box>
kannada-kicker: ಕೆ.ವಿ.ಶಂಕರಗೌಡ ಶತಮಾನೋತ್ಸವ ಭವನದಲ್ಲಿ <box>280 1146 484 1162</box>
jayanagar-divider <box>238 850 239 1140</box>
yuva-photo <box>236 432 746 548</box>
masthead-rule <box>8 58 937 60</box>
lead-caption-1: ತೀಳಿಸಿದರು. ಒಂದೊಂದು ಹೋಬಳಿ ಮಟ್ಟದ ಅಧಿಕಾರಿಗಳ ಸೇವೆ 500 ಪೌತಿ ಖಾತೆ ಮಾಡಿಸುವಂತೆ ಟಾರ್ಗೆಟ್ ನೀಡಿದ್ದೇವೆ ಎಂದು ಮಾಹಿತಿ ನೀಡಿದರು. ನಾಗಮಂಗಲ ತಾಲೂಕಿನಲ್ಲಿ ಆಡಳಿತ ಮಟ್ಟದಲ್ಲಿ <box>193 300 373 313</box>
road-text: ಮಂಡ್ಯ: ಶ್ರೀರಂಗಪಟ್ಟಣ ತಾಲೂಕಿನ ಕಸಬಾ ಹೋಬಳಿ, ಬೆಳಗೊಳ ಹೋಬಳಿ ವ್ಯಾಪ್ತಿಯ ಸರ್ಕಾರಿ ಜಮೀನಿನಲ್ಲಿ ಅನಧಿಕೃತವಾಗಿ ನಿರ್ಮಿಸಲಾಗಿದ್ದ ಡಾಂಬರು ರಸ್ತೆಯನ್ನು ಕಂದಾಯ ಇಲಾಖೆ ಅಧಿಕಾರಿಗಳು ತೆರವುಗೊಳಿಸಿದರು. ಸರ್ವೆ ನಂ.78 ರಲ್ಲಿ 1.5 ಕಿ.ಮೀ ಉದ್ದದ ರಸ್ತೆ ನಿರ್ಮಿಸಲಾಗಿತ್ತು. ಸ.ನಂ.76/1, 76/2, 76/3, 76/4, 77/2 ರ ಜಮೀನುಗಳಲ್ಲಿ ಒತ್ತುವರಿ ಮಾಡಿ ರಸ್ತೆ ನಿರ್ಮಿಸಲಾಗಿತ್ತು. ಸರ್ಕಾರಿ ಜಮೀನು ಒತ್ತುವರಿ ಮಾಡಿದವರ ವಿರುದ್ಧ ಕಾನೂನು ಕ್ರಮ ಕೈಗೊಳ್ಳಲಾಗುವುದು. ಪಂಚಾಯತ್ ಸದಸ್ಯರು, ಗ್ರಾಮಸ್ಥರ ದೂರಿನ ಮೇರೆಗೆ ತಹಶೀಲ್ದಾರ್ ನೇತೃತ್ವದಲ್ಲಿ ಸಮೀಕ್ಷೆ ನಡೆಸಲಾಯಿತು. ಸ್ಥಳದಲ್ಲಿ ಪೊಲೀಸ್ ಬಂದೋಬಸ್ತ್ ಏರ್ಪಡಿಸಲಾಗಿತ್ತು. ಕಂದಾಯ ನಿರೀಕ್ಷಕರು, ಗ್ರಾಮ ಆಡಳಿತಾಧಿಕಾರಿಗಳು, ಭೂಮಾಪಕರು ಹಾಜರಿದ್ದರು. ಒತ್ತುವರಿ ತೆರವು ಕಾರ್ಯಾಚರಣೆ ಮುಂದುವರಿಯಲಿದೆ. ಉಳಿದ ಜಮೀನುಗಳ ಸರ್ವೆ ಕಾರ್ಯ ನಡೆಯುತ್ತಿದೆ. <box>758 866 938 930</box>
rule-r4 <box>758 846 938 847</box>
kannada-text-col1: ಮಂಡ್ಯ: ಡಾ.ಚಂದ್ರಶೇಖರ ಕಂಬಾರ ಸಾಹಿತ್ಯ ವೇದಿಕೆ ವತಿಯಿಂದ ಕನ್ನಡ ಜಾತ್ರೆ, 14ನೇ ಅಖಿಲ ಕರ್ನಾಟಕ ಕನ್ನಡ ಅಕ್ಷರ ಜಾತ್ರೆ ಸಮ್ಮೇಳನ ನವೆಂಬರ್ 2 ರಂದು ನಗರದ ಕೆ.ವಿ.ಶಂಕರಗೌಡ ಶತಮಾನೋತ್ಸವ ಭವನದಲ್ಲಿ ನಡೆಯಲಿದೆ. ಬೆಳಿಗ್ಗೆ 11 ಗಂಟೆಗೆ ಉದ್ಘಾಟನಾ ಸಮಾರಂಭ ನಡೆಯಲಿದ್ದು ಸಾಹಿತಿಗಳು, ಗಣ್ಯರು ಪಾಲ್ಗೊಳ್ಳಲಿದ್ದಾರೆ. 14ನೇ ಕನ್ನಡ ಅಕ್ಷರ ಜಾತ್ರೆಯ ಸರ್ವಾಧ್ಯಕ್ಷರಾಗಿ ಹಿರಿಯ ಸಾಹಿತಿ ಭಾಗವಹಿಸಲಿದ್ದಾರೆ. ಕರ್ನಾಟಕ ರಾಜ್ಯ ಪ್ರಶಸ್ತಿ ಪುರಸ್ಕೃತರಿಗೆ ಸನ್ಮಾನ ನಡೆಯಲಿದೆ. ಸಮ್ಮೇಳನದಲ್ಲಿ ಕವಿಗೋಷ್ಠಿ, ವಿಚಾರ ಗೋಷ್ಠಿ, ಸಾಂಸ್ಕೃತಿಕ ಕಾರ್ಯಕ್ರಮಗಳು ನಡೆಯಲಿವೆ. ಡಾ. ಎಚ್.ಎಸ್. ಮುದ್ದೇಗೌಡ ಕಾರ್ಯಕ್ರಮ ಉದ್ಘಾಟಿಸಲಿದ್ದಾರೆ. ಕನ್ನಡ ನಾಡು ನುಡಿ ಸಂರಕ್ಷಣೆಗೆ ಎಲ್ಲರೂ ಕೈಜೋಡಿಸಬೇಕು. ಕನ್ನಡ ಸಾಹಿತ್ಯ ಪರಿಷತ್ ಜಿಲ್ಲಾಧ್ಯಕ್ಷರು ಕೃತಿ ಬಿಡುಗಡೆ ಮಾಡುವರು. ಮಧ್ಯಾಹ್ನ 3 ಗಂಟೆಗೆ ಸಮಾರೋಪ ಸಮಾರಂಭ ನಡೆಯಲಿದೆ. <box>196 1220 366 1284</box>
jagadguru-text: ಶ್ರೀರಂಭಾಪುರಿ ಪೀಠ (ಬಾಳೆಹೊನ್ನೂರು): ಬಾಳೆಹೊನ್ನೂರು ಶ್ರೀ ಜಗದ್ಗುರು ರಂಭಾಪುರಿ ಪೀಠದಲ್ಲಿ ಶ್ರೀ ವೀರಭದ್ರಸ್ವಾಮಿ ಸನ್ನಿಧಿಯಲ್ಲಿ ಕಾರ್ತಿಕ ಮಾಸದ ಅಂಗವಾಗಿ ಸಹಸ್ರ ದೀಪೋತ್ಸವ ಕಾರ್ಯಕ್ರಮ ನವೆಂಬರ್ 5-11-2025 ಬುಧವಾರ ಸಂಜೆ 6 ಗಂಟೆಗೆ ಜರುಗಲಿದೆ. ಶ್ರೀ ಮದ್ ರಂಭಾಪುರಿ ಜಗದ್ಗುರು ವೀರಸೋಮೇಶ್ವರ ಶಿವಾಚಾರ್ಯ ಭಗವತ್ಪಾದರ ಸಾನ್ನಿಧ್ಯದಲ್ಲಿ ನಡೆಯುವ ಕಾರ್ಯಕ್ರಮದಲ್ಲಿ ಹರಗುರು ಚರಮೂರ್ತಿಗಳು, ಗಣ್ಯರು ಭಾಗವಹಿಸಲಿದ್ದಾರೆ. ಧಾರ್ಮಿಕ ಸಮಾರಂಭದಲ್ಲಿ ಶ್ರೀ ರಂಭಾಪುರಿ ಜಗದ್ಗುರುಗಳವರು ಆಶೀರ್ವಚನ ನೀಡಲಿದ್ದಾರೆ. ವಿವಿಧ ಮಠಾಧೀಶರು, ಶಿವಾಚಾರ್ಯರು, ಭಕ್ತಾದಿಗಳು ಪಾಲ್ಗೊಳ್ಳಲಿದ್ದಾರೆ. ದೀಪೋತ್ಸವದ ಅಂಗವಾಗಿ ಪೀಠದ ಆವರಣದಲ್ಲಿ ಸಹಸ್ರಾರು ದೀಪಗಳನ್ನು ಬೆಳಗಿಸಲಾಗುವುದು. ಭಕ್ತರು ಆಗಮಿಸಿ ಶ್ರೀ ಗುರು ಕೃಪೆಗೆ ಪಾತ್ರರಾಗಬೇಕೆಂದು ಶ್ರೀ ಪೀಠದ ಪ್ರಕಟಣೆ ತಿಳಿಸಿದೆ. ಕಾರ್ಯಕ್ರಮದಲ್ಲಿ ಭಜನೆ, ಪ್ರವಚನ ಹಾಗೂ ಮಹಾಮಂಗಳಾರತಿ ನಡೆಯಲಿದೆ. <box>8 1206 188 1270</box>
jaivika-text-a: ಪಿರಿಯಾಪಟ್ಟಣ: ರಾಷ್ಟ್ರೀಯ ನೈಸರ್ಗಿಕ ಕೃಷಿ ಅಭಿಯಾನದ ಅಡಿಯಲ್ಲಿ ಜೈವಿಕ ಪರಿಕರ ಉತ್ಪಾದನಾ ಘಟಕ ಸ್ಥಾಪನೆಗೆ ಆಸಕ್ತ ರೈತರು, ರೈತ ಉತ್ಪಾದಕ ಸಂಸ್ಥೆಗಳು ಹಾಗೂ ಸ್ವಸಹಾಯ ಗುಂಪುಗಳಿಂದ ಅರ್ಜಿ ಆಹ್ವಾನಿಸಲಾಗಿದೆ ಎಂದು ಸಹಾಯಕ ಕೃಷಿ ನಿರ್ದೇಶಕರು ತಿಳಿಸಿದ್ದಾರೆ. <box>727 1180 939 1201</box>
rajyotsava-headline: ನಾಳೆ ಕನ್ನಡ ರಾಜ್ಯೋತ್ಸವ <box>758 66 845 79</box>
jagadguru-headline: ಶ್ರೀ ಜಗದ್ಗುರು ರಂಭಾಪುರಿ ಪೀಠದಲ್ಲಿ ಸಹಸ್ರ ಕಾರ್ತಿಕ ದೀಪೋತ್ಸವ <box>8 1147 176 1179</box>
yuva-text-col1: ಪಿರಿಯಾಪಟ್ಟಣ: ಆರ್ಥಿಕ ಸಂಕಷ್ಟದ ನಡುವೆ ಕೆಲಸ ಅರಸುತ್ತಿರುವ ನಿರುದ್ಯೋಗಿ ಯುವಕರಿಗೆ ಸರ್ಕಾರ ಜಾರಿಗೆ ತಂದಿರುವ ಯುವನಿಧಿ ಯೋಜನೆ ವರದಾನವಾಗಿದ್ದು ನೋಂದಾಯಿಸಿಕೊಂಡು ಸದ್ಬಳಕೆ ಮಾಡಿಕೊಳ್ಳಬೇಕು. ಯೋಜನೆಯ ಸೌಲಭ್ಯ ಪಡೆಯಲು ಸಮಸ್ಯೆಗಳಿದ್ದಲ್ಲಿ ಪರಿಹರಿಸಲಾಗುವುದು ಎಂದು ತಾಲೂಕು ಗ್ಯಾರಂಟಿ ಅನುಷ್ಠಾನ ಸಮಿತಿ ಅಧ್ಯಕ್ಷ ನಿತಿನ್ ವೆಂಕಟೇಶ್ ತಿಳಿಸಿದರು. ಪಟ್ಟಣದ ತಾಲೂಕು ಆಡಳಿತ ಭವನದಲ್ಲಿ ನಡೆದ ಗ್ಯಾರಂಟಿ ಅನುಷ್ಠಾನ ಸಮಿತಿ ಸಭೆಯಲ್ಲಿ ಮಾತನಾಡಿದರು. ಸರ್ಕಾರದ ಪಂಚ ಗ್ಯಾರಂಟಿ ಯೋಜನೆಗಳು ಜನಸಾಮಾನ್ಯರಿಗೆ ಅನುಕೂಲವಾಗಿವೆ. ಶಕ್ತಿ ಯೋಜನೆಯಡಿ ಮಹಿಳೆಯರು ಉಚಿತವಾಗಿ ಬಸ್ ಪ್ರಯಾಣ ಮಾಡುತ್ತಿದ್ದಾರೆ. ಗೃಹಲಕ್ಷ್ಮಿ ಯೋಜನೆಯಡಿ ಪ್ರತಿ ತಿಂಗಳು ಹಣ ಜಮೆಯಾಗುತ್ತಿದೆ. ರಾಜ್ಯದಲ್ಲಿ ಕಾಂಗ್ರೆಸ್ ಸರ್ಕಾರ ಅಧಿಕಾರಕ್ಕೆ ಬಂದ ನಂತರ ಪಂಚ ಗ್ಯಾರಂಟಿ ಯೋಜನೆಗಳನ್ನು ಜಾರಿಗೆ ತಂದಿದೆ. 2023 ರಿಂದ ಪದವಿ ಪೂರ್ಣಗೊಳಿಸಿದ ನಿರುದ್ಯೋಗಿಗಳು ಯೋಜನೆಗೆ ನೋಂದಾಯಿಸಿಕೊಳ್ಳಬಹುದು. ಡಿಪ್ಲೊಮಾ ಪದವೀಧರರಿಗೆ ಮಾಸಿಕ 1500 ರೂ, ಪದವೀಧರರಿಗೆ 3000 ರೂ ನೀಡಲಾಗುತ್ತಿದೆ. <box>236 552 402 638</box>
sahakara-text: ಮಂಡ್ಯ: 72ನೇ ಅಖಿಲ ಭಾರತ ಸಹಕಾರ ಸಪ್ತಾಹವನ್ನು ಜಿಲ್ಲೆಯಲ್ಲಿ ನವೆಂಬರ್ 14 ರಿಂದ 20ರವರೆಗೆ ಆಚರಿಸಲಾಗುವುದು. ಈ ಸಂಬಂಧ ಪೂರ್ವಭಾವಿ ಸಭೆ ನಡೆಸಲಾಯಿತು. ಸಹಕಾರ ಸಂಘಗಳ ಉಪನಿಬಂಧಕರು ಮಾತನಾಡಿ ವಿವಿಧ ಸಹಕಾರ ಸಂಸ್ಥೆಗಳ ಸಹಯೋಗದಲ್ಲಿ ಪ್ರತಿದಿನ ವಿಚಾರ ಸಂಕಿರಣ ಆಯೋಜಿಸಲಾಗುವುದು ಎಂದರು. <box>758 610 938 638</box>
